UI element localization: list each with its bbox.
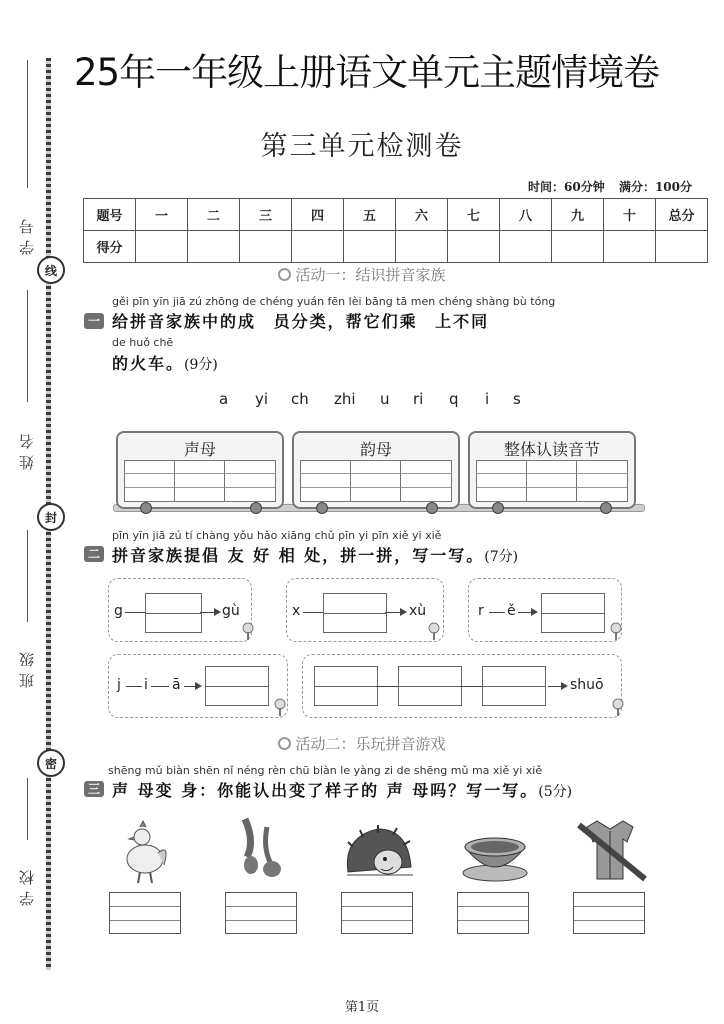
hedgehog-picture	[333, 817, 423, 887]
watermelon-picture	[450, 817, 540, 887]
circle-icon	[278, 737, 291, 750]
score-cell[interactable]	[344, 231, 396, 263]
answer-grid[interactable]	[205, 666, 269, 706]
q2-pinyin: pīn yīn jiā zú tí chàng yǒu hǎo xiāng chǔ pīn yi pīn xiě yi xiě	[112, 529, 442, 542]
col-header: 二	[188, 199, 240, 231]
flower-icon	[608, 696, 628, 718]
class-line	[27, 530, 28, 622]
score-table-score-row	[84, 231, 708, 263]
spell-start: r	[478, 603, 484, 619]
spell-mid: ě	[507, 603, 516, 619]
q2-text	[112, 543, 518, 566]
letter-item: ri	[413, 390, 424, 408]
q2-score: (7分)	[484, 549, 519, 565]
q2-badge: 二	[84, 546, 104, 562]
col-header: 十	[604, 199, 656, 231]
col-header: 三	[240, 199, 292, 231]
flower-icon	[270, 696, 290, 718]
q1-badge: 一	[84, 313, 104, 329]
q3-score: (5分)	[538, 784, 573, 800]
wheel-icon	[600, 502, 612, 514]
student-no-label: 学号	[18, 213, 36, 255]
arrow-line	[385, 612, 401, 613]
activity-two-heading	[0, 733, 724, 754]
train-car-zhengti	[468, 431, 636, 509]
car-title: 整体认读音节	[503, 440, 600, 459]
car-title: 声母	[183, 440, 216, 459]
letter-item: u	[380, 390, 390, 408]
score-cell[interactable]	[292, 231, 344, 263]
score-cell[interactable]	[396, 231, 448, 263]
connector-line	[376, 686, 398, 687]
connector-line	[489, 612, 505, 613]
score-cell[interactable]	[448, 231, 500, 263]
answer-grid[interactable]	[109, 892, 181, 934]
score-cell[interactable]	[552, 231, 604, 263]
activity-one-text: 活动一：结识拼音家族	[295, 266, 446, 284]
q3-text-body: 声 母变 身：你能认出变了样子的 声 母吗？写一写。	[112, 781, 539, 800]
score-cell[interactable]	[188, 231, 240, 263]
answer-grid[interactable]	[476, 460, 628, 502]
q2-text-body: 拼音家族提倡 友 好 相 处，拼一拼，写一写。	[112, 546, 485, 565]
letter-item: a	[219, 390, 229, 408]
spell-end: xù	[409, 603, 427, 619]
seal-feng: 封	[37, 503, 65, 531]
connector-line	[151, 686, 169, 687]
answer-grid[interactable]	[482, 666, 546, 706]
score-cell[interactable]	[500, 231, 552, 263]
wheel-icon	[426, 502, 438, 514]
row-label-score: 得分	[84, 231, 136, 263]
connector-line	[126, 686, 142, 687]
rooster-picture	[100, 817, 190, 887]
answer-grid[interactable]	[541, 593, 605, 633]
spell-end: gù	[222, 603, 240, 619]
activity-one-heading	[0, 264, 724, 285]
spell-mid: i	[144, 677, 148, 693]
connector-line	[303, 612, 323, 613]
q1-text-line1: 给拼音家族中的成 员分类，帮它们乘 上不同	[112, 312, 490, 331]
school-label: 学校	[18, 864, 36, 906]
letter-item: s	[513, 390, 521, 408]
connector-line	[125, 612, 145, 613]
arrow-right-icon	[400, 608, 407, 616]
col-header: 五	[344, 199, 396, 231]
answer-grid[interactable]	[398, 666, 462, 706]
seal-xian: 线	[37, 256, 65, 284]
tadpole-picture	[215, 817, 305, 887]
time-limit: 时间：60分钟	[528, 180, 605, 194]
activity-two-text: 活动二：乐玩拼音游戏	[295, 735, 446, 753]
score-cell[interactable]	[604, 231, 656, 263]
time-score-line	[528, 178, 692, 195]
flower-icon	[238, 620, 258, 642]
answer-grid[interactable]	[341, 892, 413, 934]
arrow-right-icon	[561, 682, 568, 690]
car-title: 韵母	[359, 440, 392, 459]
arrow-right-icon	[214, 608, 221, 616]
answer-grid[interactable]	[323, 593, 387, 633]
name-line	[27, 290, 28, 402]
score-cell[interactable]	[240, 231, 292, 263]
full-score: 满分：100分	[618, 180, 692, 194]
col-header: 一	[136, 199, 188, 231]
q3-pinyin: shēng mǔ biàn shēn nǐ néng rèn chū biàn le yàng zi de shēng mǔ ma xiě yi xiě	[108, 764, 543, 777]
spell-start: j	[117, 677, 121, 693]
letter-item: i	[485, 390, 490, 408]
circle-icon	[278, 268, 291, 281]
wheel-icon	[140, 502, 152, 514]
answer-grid[interactable]	[573, 892, 645, 934]
letter-item: q	[449, 390, 459, 408]
wheel-icon	[492, 502, 504, 514]
seal-mi: 密	[37, 749, 65, 777]
spell-start: x	[292, 603, 301, 619]
col-header: 八	[500, 199, 552, 231]
clothes-picture	[565, 817, 655, 887]
spell-end: shuō	[570, 677, 604, 693]
arrow-right-icon	[195, 682, 202, 690]
flower-icon	[606, 620, 626, 642]
col-header: 四	[292, 199, 344, 231]
score-table-header-row	[84, 199, 708, 231]
answer-grid[interactable]	[300, 460, 452, 502]
letter-item: ch	[291, 390, 309, 408]
arrow-line	[518, 612, 532, 613]
spell-mid: ā	[172, 677, 181, 693]
answer-grid[interactable]	[314, 666, 378, 706]
answer-grid[interactable]	[457, 892, 529, 934]
q1-pinyin-line1: gěi pīn yīn jiā zú zhōng de chéng yuán fēn lèi bāng tā men chéng shàng bù tóng	[112, 295, 556, 308]
answer-grid[interactable]	[145, 593, 202, 633]
col-header: 九	[552, 199, 604, 231]
connector-line	[460, 686, 482, 687]
q1-score: (9分)	[184, 357, 218, 373]
train-car-shengmu	[116, 431, 284, 509]
q3-badge: 三	[84, 781, 104, 797]
arrow-right-icon	[531, 608, 538, 616]
answer-grid[interactable]	[124, 460, 276, 502]
wheel-icon	[250, 502, 262, 514]
arrow-line	[548, 686, 562, 687]
q1-text-line2	[112, 351, 218, 374]
row-label-question-no: 题号	[84, 199, 136, 231]
name-label: 姓名	[18, 428, 36, 470]
train-car-yunmu	[292, 431, 460, 509]
school-line	[27, 778, 28, 840]
wheel-icon	[316, 502, 328, 514]
answer-grid[interactable]	[225, 892, 297, 934]
score-cell[interactable]	[136, 231, 188, 263]
flower-icon	[424, 620, 444, 642]
arrow-line	[200, 612, 215, 613]
col-header-total: 总分	[656, 199, 708, 231]
letter-item: zhi	[334, 390, 356, 408]
score-cell-total[interactable]	[656, 231, 708, 263]
letter-item: yi	[255, 390, 269, 408]
spell-start: g	[114, 603, 123, 619]
class-label: 班级	[18, 646, 36, 688]
unit-subtitle: 第三单元检测卷	[260, 131, 464, 162]
col-header: 七	[448, 199, 500, 231]
q1-pinyin-line2: de huǒ chē	[112, 336, 174, 349]
score-table	[83, 198, 708, 263]
q3-text	[112, 778, 572, 801]
page-number: 第1页	[344, 1000, 380, 1015]
main-title: 25年一年级上册语文单元主题情境卷	[74, 51, 660, 94]
col-header: 六	[396, 199, 448, 231]
q1-text-line2-body: 的火车。	[112, 354, 185, 373]
